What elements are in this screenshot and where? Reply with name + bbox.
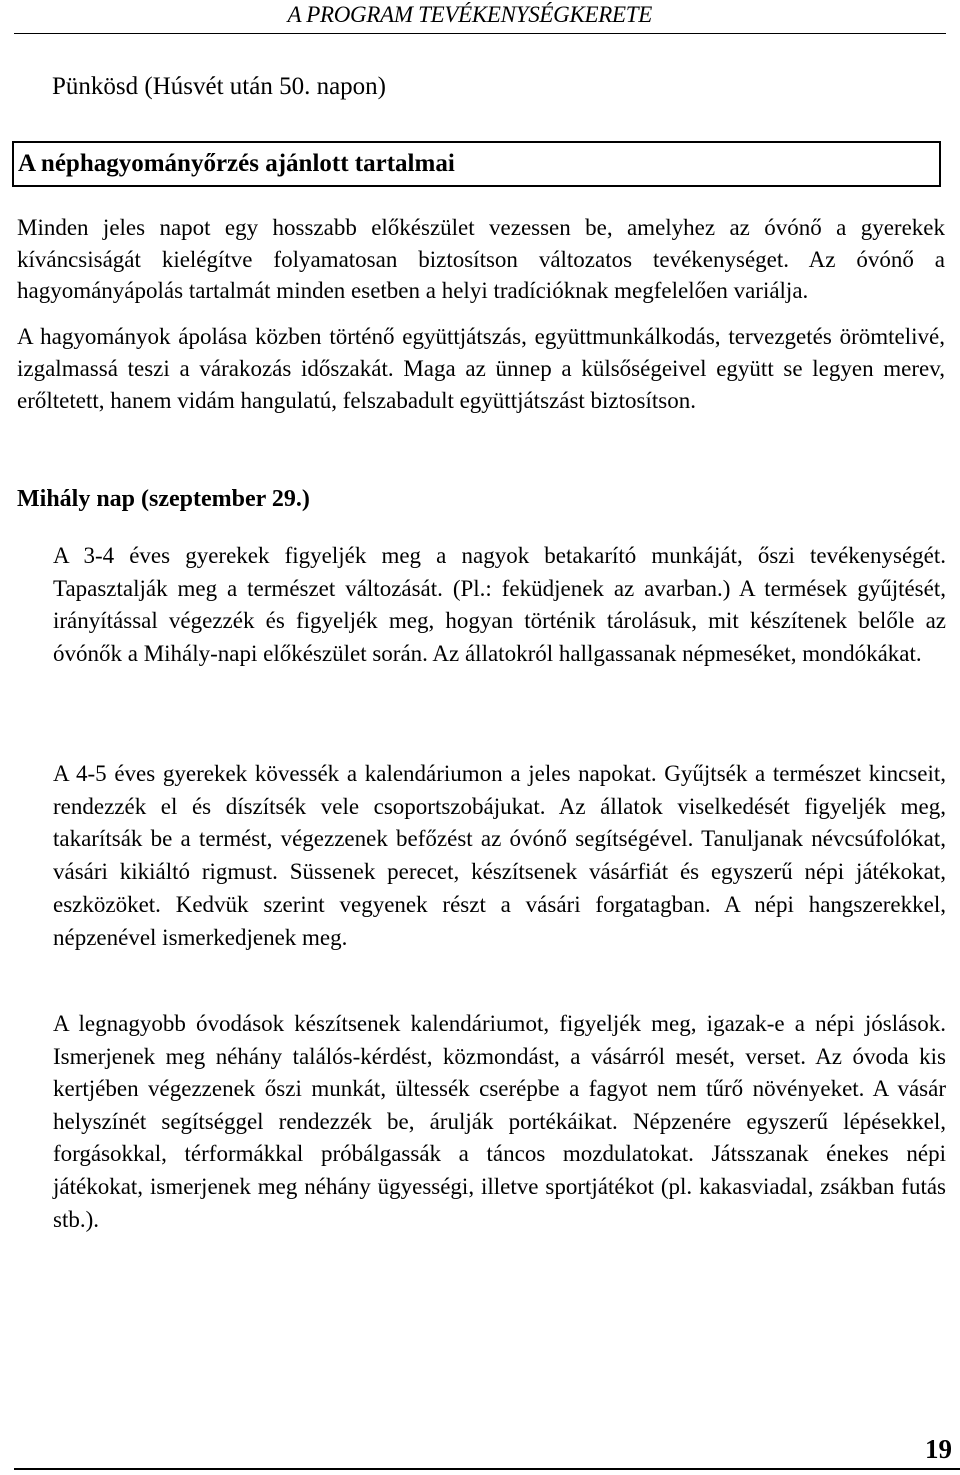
paragraph-traditions: A hagyományok ápolása közben történő együttjátszás, együttmunkálkodás, tervezgetés örömtelivé, izgalmassá teszi a várakozás időszakát. Maga az ünnep a külsőségeivel együtt se legyen merev, erőltetett, hanem vidám hangulatú, felszabadult együttjátszást biztosítson. — [17, 324, 945, 413]
intro-line: Pünkösd (Húsvét után 50. napon) — [52, 73, 386, 100]
title-box — [12, 141, 941, 187]
section-heading: Mihály nap (szeptember 29.) — [17, 486, 310, 512]
footer-rule — [14, 1468, 960, 1470]
paragraph-oldest: A legnagyobb óvodások készítsenek kalendáriumot, figyeljék meg, igazak-e a népi jóslások. Ismerjenek meg néhány találós-kérdést, közmondást, a vásárról mesét, verset. Az óvoda kis kertjében végezzenek őszi munkát, ültessék cserépbe a fagyot nem tűrő növényeket. A vásár helyszínét segítséggel rendezzék be, árulják portékáikat. Népzenére egyszerű lépésekkel, forgásokkal, térformákkal próbálgassák a táncos mozdulatokat. Játsszanak énekes népi játékokat, ismerjenek meg néhány ügyességi, illetve sportjátékot (pl. kakasviadal, zsákban futás stb.). — [53, 1011, 946, 1232]
paragraph-intro: Minden jeles napot egy hosszabb előkészület vezessen be, amelyhez az óvónő a gyerekek kíváncsiságát kielégítve folyamatosan biztosítson változatos tevékenységet. Az óvónő a hagyományápolás tartalmát minden esetben a helyi tradícióknak megfelelően variálja. — [17, 215, 945, 303]
paragraph-age-4-5: A 4-5 éves gyerekek kövessék a kalendáriumon a jeles napokat. Gyűjtsék a természet kincseit, rendezzék el és díszítsék vele csoportszobájukat. Az állatok viselkedését figyeljék meg, takarítsák be a termést, végezzenek befőzést az óvónő segítségével. Tanuljanak névcsúfolókat, vásári kikiáltó rigmust. Süssenek perecet, készítsenek vásárfiát és egyszerű népi játékokat, eszközöket. Kedvük szerint vegyenek részt a vásári forgatagban. A népi hangszerekkel, népzenével ismerkedjenek meg. — [53, 761, 946, 950]
paragraph-age-3-4: A 3-4 éves gyerekek figyeljék meg a nagyok betakarító munkáját, őszi tevékenységét. Tapasztalják meg a természet változását. (Pl.: feküdjenek az avarban.) A termések gyűjtését, irányítással végezzék és figyeljék meg, hogyan történik tárolásuk, mit készítenek belőle az óvónők a Mihály-napi előkészület során. Az állatokról hallgassanak népmeséket, mondókákat. — [53, 543, 946, 666]
running-header: A PROGRAM TEVÉKENYSÉGKERETE — [287, 2, 652, 27]
box-title: A néphagyományőrzés ajánlott tartalmai — [18, 150, 455, 177]
header-rule — [14, 33, 946, 34]
page-number: 19 — [925, 1434, 952, 1464]
